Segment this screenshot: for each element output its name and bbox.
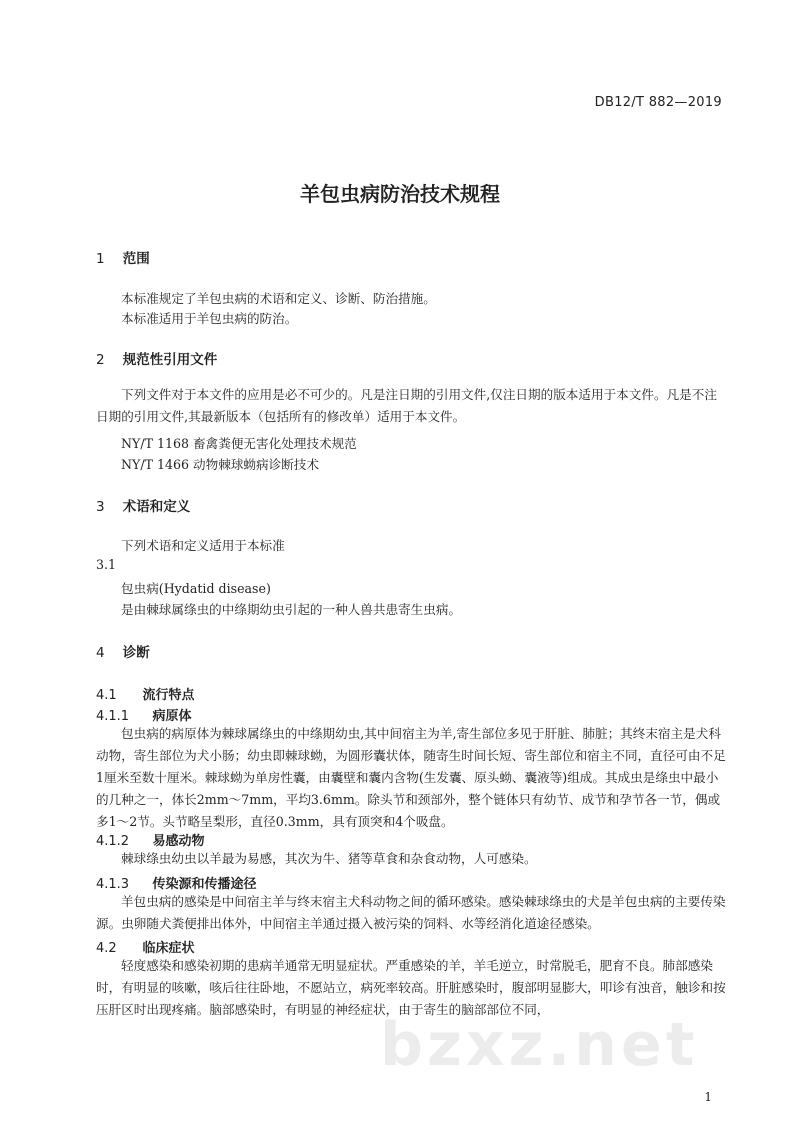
clinical-symptoms-paragraph: 轻度感染和感染初期的患病羊通常无明显症状。严重感染的羊，羊毛逆立，时常脱毛，肥育不良。肺部感染时，有明显的咳嗽，咳后往往卧地，不愿站立，病死率较高。肝脏感染时，腹部明显膨大，叩诊有浊音，触诊和按压肝区时出现疼痛。脑部感染时，有明显的神经症状，由于寄生的脑部部位不同， (96, 958, 726, 1017)
section-title: 规范性引用文件 (122, 352, 218, 368)
subsection-title: 流行特点 (142, 688, 195, 703)
section-number: 1 (96, 251, 105, 267)
subsection-number: 4.1.1 (96, 709, 130, 724)
subsection-4-1-1-heading (96, 705, 192, 724)
reference-item: NY/T 1466 动物棘球蚴病诊断技术 (121, 457, 319, 472)
scope-line-1: 本标准规定了羊包虫病的术语和定义、诊断、防治措施。 (121, 291, 436, 306)
page-number: 1 (704, 1090, 712, 1104)
subsection-4-1-2-heading (96, 830, 205, 849)
section-title: 范围 (122, 251, 150, 267)
subsection-4-1-3-heading (96, 873, 257, 892)
document-number: DB12/T 882—2019 (594, 95, 722, 110)
susceptible-animals-paragraph: 棘球绦虫幼虫以羊最为易感，其次为牛、猪等草食和杂食动物，人可感染。 (121, 851, 537, 866)
watermark: bzxz.net (380, 1010, 699, 1080)
scope-line-2: 本标准适用于羊包虫病的防治。 (121, 311, 298, 326)
subsection-4-1-heading (96, 684, 195, 703)
section-1-heading (96, 247, 150, 267)
section-number: 2 (96, 352, 105, 368)
section-number: 4 (96, 645, 105, 661)
reference-item: NY/T 1168 畜禽粪便无害化处理技术规范 (121, 436, 357, 451)
subsection-4-2-heading (96, 937, 195, 956)
term-name: 包虫病(Hydatid disease) (121, 581, 271, 596)
subsection-title: 易感动物 (152, 834, 205, 849)
subsection-number: 4.2 (96, 941, 117, 956)
transmission-paragraph: 羊包虫病的感染是中间宿主羊与终末宿主犬科动物之间的循环感染。感染棘球绦虫的犬是羊包虫病的主要传染源。虫卵随犬粪便排出体外，中间宿主羊通过摄入被污染的饲料、水等经消化道途径感染。 (96, 894, 726, 931)
subsection-title: 临床症状 (142, 941, 195, 956)
subsection-title: 传染源和传播途径 (152, 877, 257, 892)
subsection-title: 病原体 (152, 709, 192, 724)
subsection-number: 4.1.2 (96, 834, 130, 849)
pathogen-paragraph: 包虫病的病原体为棘球属绦虫的中绦期幼虫,其中间宿主为羊,寄生部位多见于肝脏、肺脏；其终末宿主是犬科动物，寄生部位为犬小肠；幼虫即棘球蚴，为圆形囊状体，随寄生时间长短、寄生部位和宿主不同，直径可由不足1厘米至数十厘米。棘球蚴为单房性囊，由囊壁和囊内含物(生发囊、原头蚴、囊液等)组成。其成虫是绦虫中最小的几种之一，体长2mm～7mm，平均3.6mm。除头节和颈部外，整个链体只有幼节、成节和孕节各一节，偶或多1～2节。头节略呈梨形，直径0.3mm，具有顶突和4个吸盘。 (96, 726, 726, 829)
terms-intro: 下列术语和定义适用于本标准 (121, 538, 285, 553)
section-number: 3 (96, 499, 105, 515)
subsection-number: 4.1 (96, 688, 117, 703)
section-3-heading (96, 495, 190, 515)
document-title: 羊包虫病防治技术规程 (300, 182, 500, 206)
section-title: 术语和定义 (122, 499, 191, 515)
subsection-number: 4.1.3 (96, 877, 130, 892)
section-title: 诊断 (122, 645, 150, 661)
references-paragraph: 下列文件对于本文件的应用是必不可少的。凡是注日期的引用文件,仅注日期的版本适用于本文件。凡是不注日期的引用文件,其最新版本（包括所有的修改单）适用于本文件。 (96, 387, 717, 424)
term-definition: 是由棘球属绦虫的中绦期幼虫引起的一种人兽共患寄生虫病。 (121, 602, 462, 617)
term-number: 3.1 (96, 557, 117, 572)
section-4-heading (96, 641, 150, 661)
section-2-heading (96, 348, 217, 368)
